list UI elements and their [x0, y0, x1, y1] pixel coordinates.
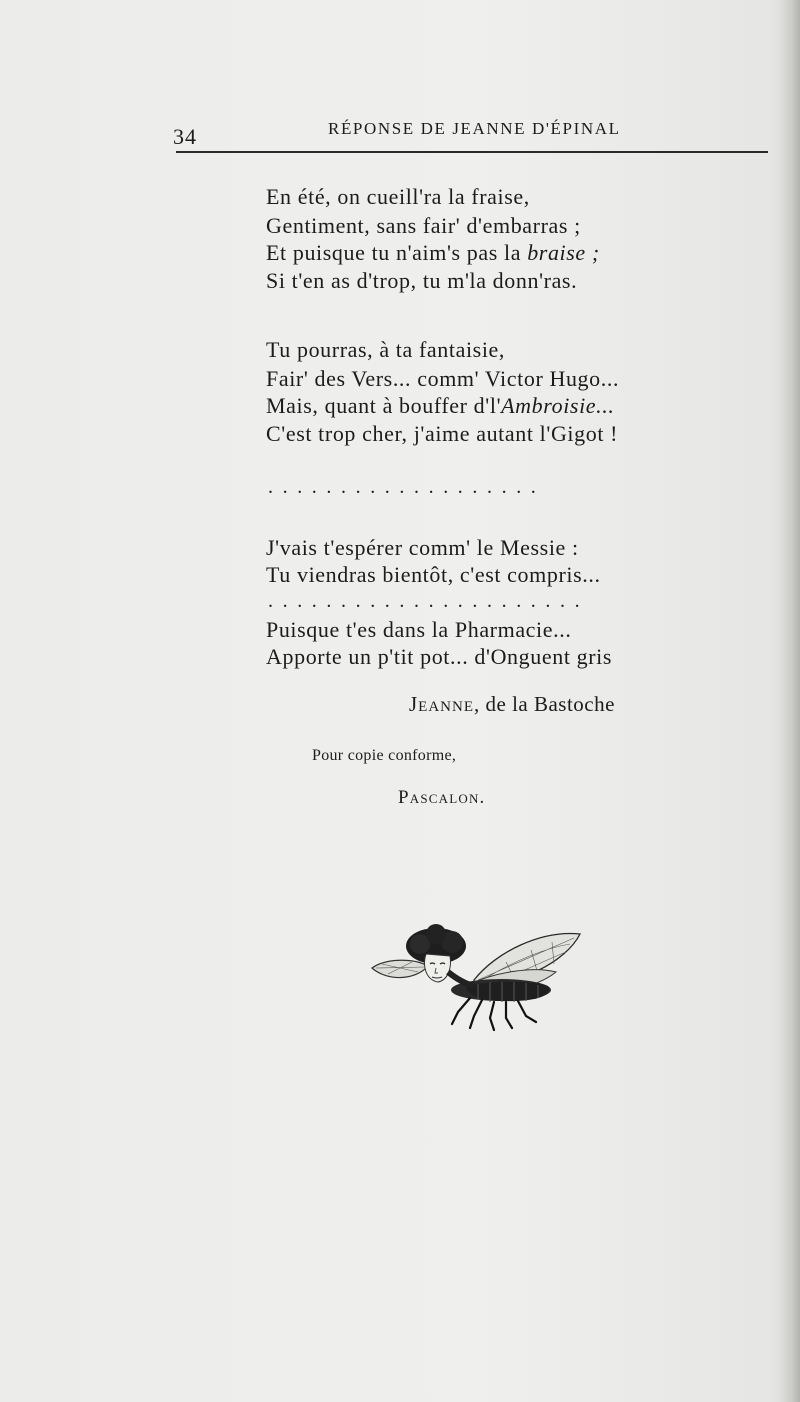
verse-line: Apporte un p'tit pot... d'Onguent gris [266, 644, 613, 669]
ellipsis-row: ...................... [268, 590, 590, 612]
ellipsis-row: ................... [268, 476, 546, 498]
verse-line: Gentiment, sans fair' d'embarras ; [266, 213, 581, 238]
copyist-name: Pascalon. [398, 787, 486, 808]
verse-line-text: Et puisque tu n'aim's pas la [266, 240, 528, 265]
verse-line: Tu pourras, à ta fantaisie, [266, 337, 506, 362]
verse-line: J'vais t'espérer comm' le Messie : [266, 535, 579, 560]
certification-note: Pour copie conforme, [312, 747, 457, 764]
header-rule [176, 151, 768, 153]
verse-line [266, 240, 600, 266]
page-number: 34 [173, 124, 197, 149]
verse-line: Fair' des Vers... comm' Victor Hugo... [266, 366, 620, 391]
signature [409, 692, 615, 717]
verse-line: Tu viendras bientôt, c'est compris... [266, 562, 601, 587]
verse-line [266, 393, 614, 419]
italic-word: braise ; [527, 240, 600, 265]
running-title: RÉPONSE DE JEANNE D'ÉPINAL [328, 119, 621, 138]
verse-line: En été, on cueill'ra la fraise, [266, 184, 530, 209]
signature-rest: , de la Bastoche [474, 692, 615, 716]
verse-line-text: Mais, quant à bouffer d'l' [266, 393, 502, 418]
verse-line: Si t'en as d'trop, tu m'la donn'ras. [266, 268, 578, 293]
winged-woman-fly-icon [366, 922, 586, 1034]
italic-word: Ambroisie... [501, 393, 615, 418]
signature-name: Jeanne [409, 692, 474, 716]
page-spine-shadow [778, 0, 800, 1402]
verse-line: Puisque t'es dans la Pharmacie... [266, 617, 572, 642]
verse-line: C'est trop cher, j'aime autant l'Gigot ! [266, 421, 619, 446]
